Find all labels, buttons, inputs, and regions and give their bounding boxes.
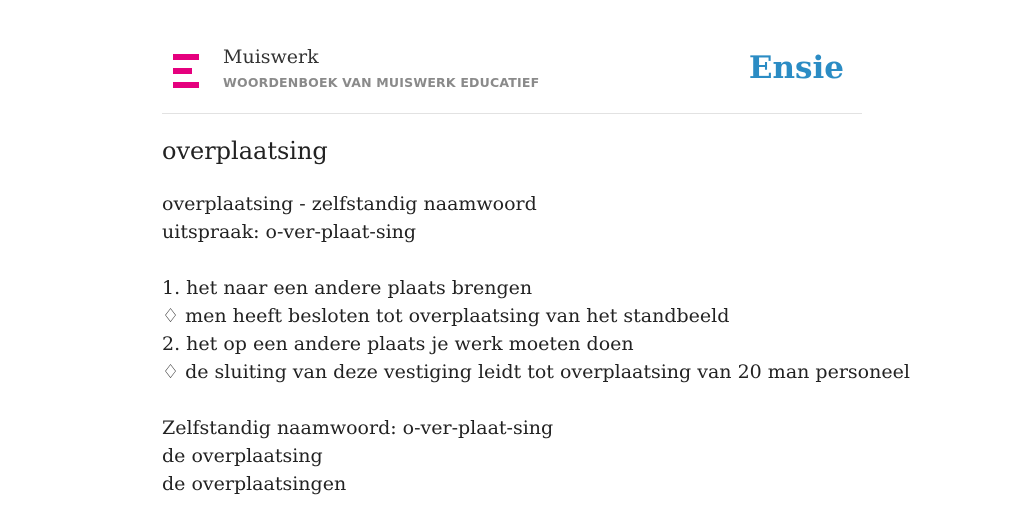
pronunciation-line: uitspraak: o-ver-plaat-sing <box>162 221 417 243</box>
page-content <box>162 0 910 495</box>
definition-1: 1. het naar een andere plaats brengen <box>162 277 533 299</box>
noun-syllables-line: Zelfstandig naamwoord: o-ver-plaat-sing <box>162 417 554 439</box>
definition-2: 2. het op een andere plaats je werk moeten doen <box>162 333 634 355</box>
singular-form: de overplaatsing <box>162 445 323 467</box>
site-subtitle: WOORDENBOEK VAN MUISWERK EDUCATIEF <box>223 75 540 90</box>
logo-bar-bottom <box>173 82 199 88</box>
example-1: ♢ men heeft besloten tot overplaatsing van het standbeeld <box>162 305 730 327</box>
logo-bar-top <box>173 54 199 60</box>
logo-bar-middle <box>173 68 192 74</box>
example-2: ♢ de sluiting van deze vestiging leidt tot overplaatsing van 20 man personeel <box>162 361 910 383</box>
part-of-speech-line: overplaatsing - zelfstandig naamwoord <box>162 193 537 215</box>
plural-form: de overplaatsingen <box>162 473 347 495</box>
spacer <box>162 246 910 274</box>
spacer <box>162 386 910 414</box>
page-title: overplaatsing <box>162 137 328 165</box>
site-title[interactable]: Muiswerk <box>223 46 319 68</box>
muiswerk-e-logo-icon[interactable] <box>173 54 199 88</box>
dictionary-entry <box>162 190 910 498</box>
site-header <box>162 0 862 114</box>
ensie-brand-logo[interactable]: Ensie <box>748 50 844 86</box>
